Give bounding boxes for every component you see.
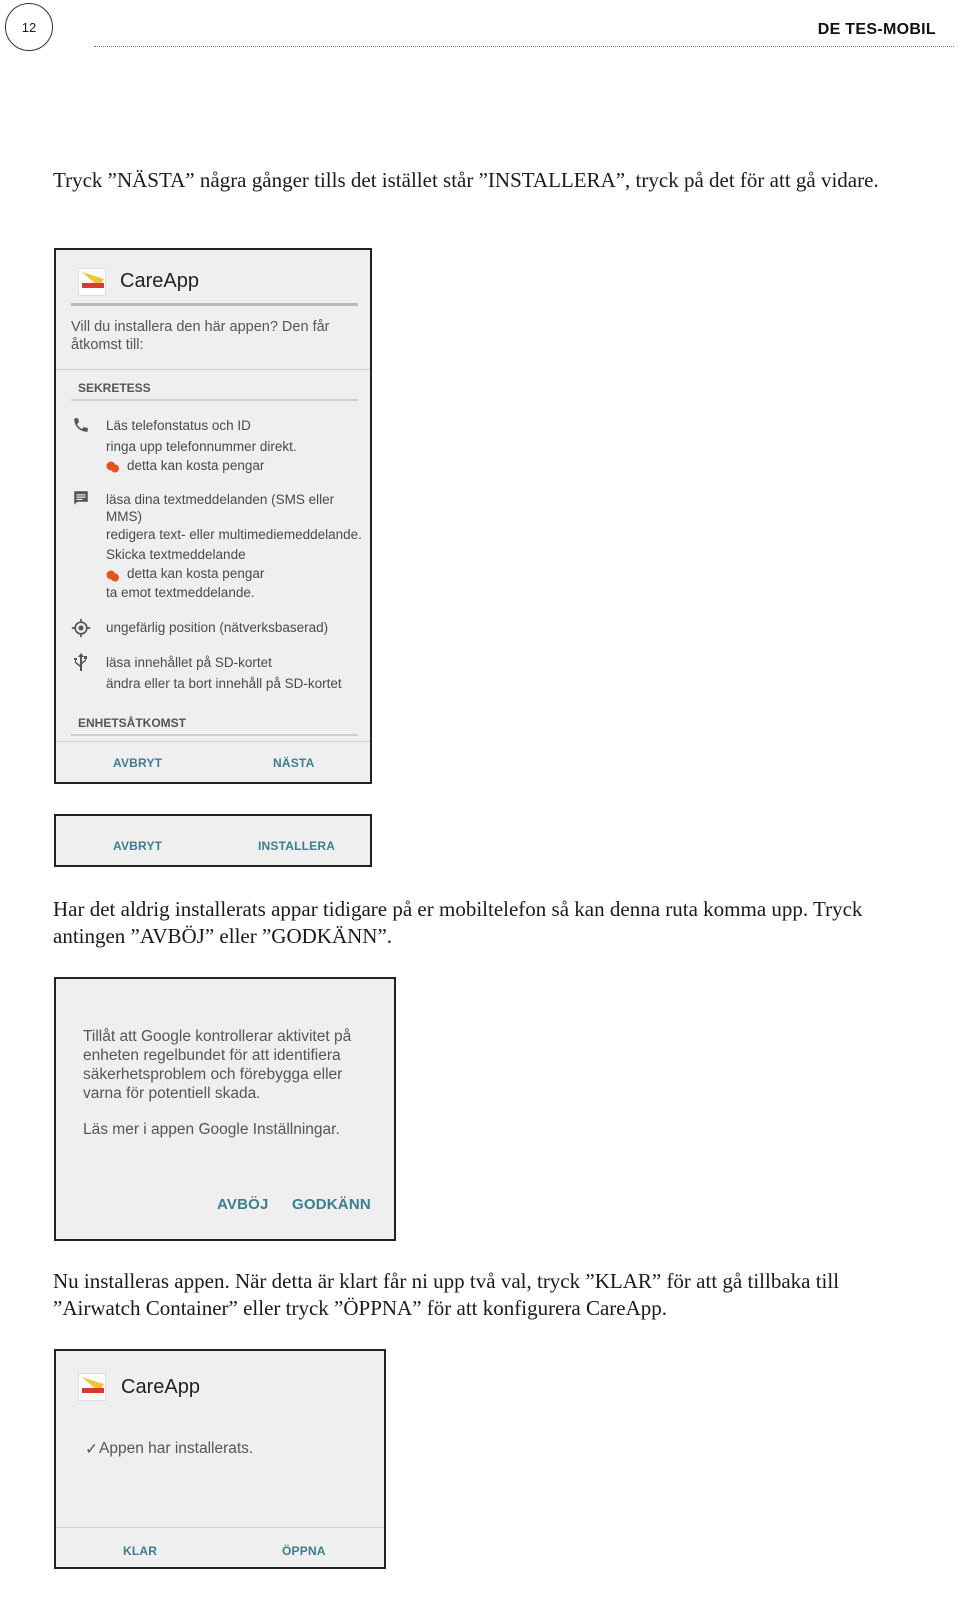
section-device: ENHETSÅTKOMST [78,716,186,730]
accept-button[interactable]: GODKÄNN [292,1196,371,1213]
installed-screenshot [54,1349,386,1569]
paragraph-2: Har det aldrig installerats appar tidigare på er mobiltelefon så kan denna ruta komma upp. Tryck antingen ”AVBÖJ” eller ”GODKÄNN”. [53,897,863,948]
divider [71,734,358,736]
careapp-logo-icon [78,1373,106,1401]
section-privacy: SEKRETESS [78,381,151,395]
phone-icon [72,416,90,439]
perm-sms-3: Skicka textmeddelande [106,547,246,562]
install-status: Appen har installerats. [99,1440,254,1457]
perm-sms-2: redigera text- eller multimediemeddelande. [106,527,362,542]
check-icon: ✓ [85,1441,98,1458]
install-permissions-screenshot [54,248,372,784]
usb-icon [73,653,89,676]
progress-bar [71,303,358,306]
perm-storage-2: ändra eller ta bort innehåll på SD-kortet [106,676,342,691]
perm-storage-1: läsa innehållet på SD-kortet [106,655,272,670]
cancel-button[interactable]: AVBRYT [113,756,163,770]
message-icon [72,489,90,512]
divider [56,369,372,370]
perm-phone-2: ringa upp telefonnummer direkt. [106,439,297,454]
app-title: CareApp [120,270,199,292]
verify-text: Tillåt att Google kontrollerar aktivitet på enheten regelbundet för att identifiera säkerhetsproblem och förebygga eller varna för potentiell skada. [83,1028,352,1102]
careapp-logo-icon [78,268,106,296]
header-rule [94,46,954,47]
divider [56,1527,386,1528]
page-header: DE TES-MOBIL [817,21,936,38]
cancel-button[interactable]: AVBRYT [113,839,163,853]
page-number: 12 [5,3,53,51]
perm-phone-1: Läs telefonstatus och ID [106,418,251,433]
decline-button[interactable]: AVBÖJ [217,1196,269,1213]
perm-sms-1: läsa dina textmeddelanden (SMS eller MMS) [106,492,335,524]
verify-link[interactable]: Läs mer i appen Google Inställningar. [83,1121,340,1138]
divider [71,399,358,401]
perm-location: ungefärlig position (nätverksbaserad) [106,620,329,635]
paragraph-1: Tryck ”NÄSTA” några gånger tills det istället står ”INSTALLERA”, tryck på det för att gå vidare. [53,168,879,192]
divider [56,741,372,742]
done-button[interactable]: KLAR [123,1544,158,1558]
location-icon [71,618,91,643]
money-warning-icon [106,460,120,472]
install-question: Vill du installera den här appen? Den får åtkomst till: [71,319,330,353]
perm-sms-warning: detta kan kosta pengar [127,566,265,581]
paragraph-3: Nu installeras appen. När detta är klart får ni upp två val, tryck ”KLAR” för att gå tillbaka till ”Airwatch Container” eller tryck ”ÖPPNA” för att konfigurera CareApp. [53,1269,840,1320]
money-warning-icon [106,569,120,581]
open-button[interactable]: ÖPPNA [282,1544,326,1558]
install-button[interactable]: INSTALLERA [258,839,336,853]
next-button[interactable]: NÄSTA [273,756,315,770]
perm-phone-warning: detta kan kosta pengar [127,458,265,473]
google-verify-screenshot [54,977,396,1241]
perm-sms-4: ta emot textmeddelande. [106,585,255,600]
install-buttons-screenshot [54,814,372,867]
app-title: CareApp [121,1376,200,1398]
